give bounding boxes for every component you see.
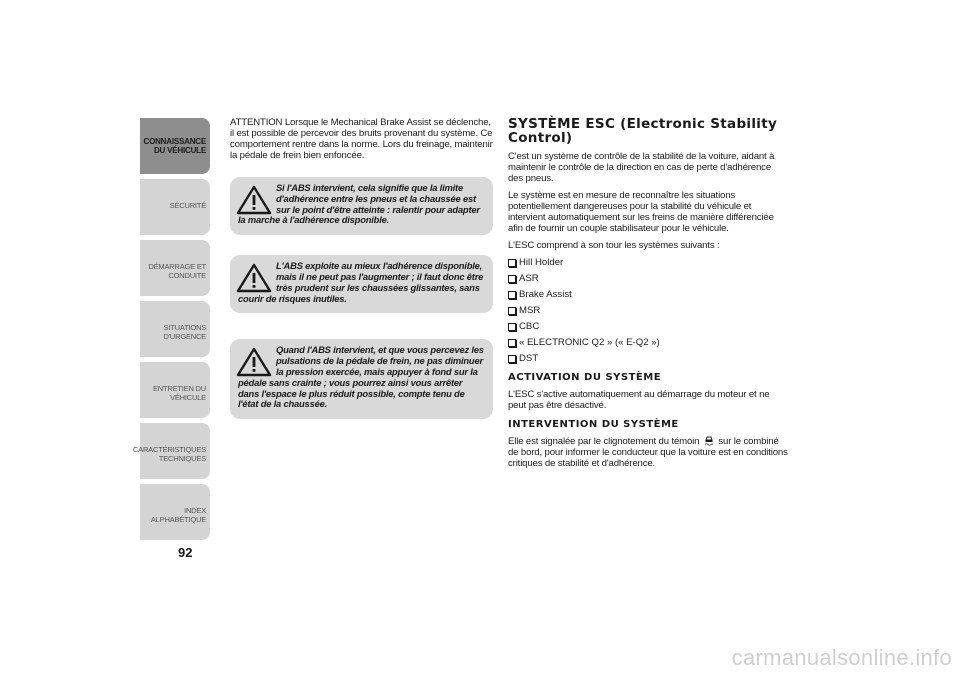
warning-box: [230, 339, 493, 419]
tab-situations-urgence[interactable]: [140, 301, 210, 357]
tab-label: CARACTÉRISTIQUES TECHNIQUES: [132, 445, 206, 463]
checkbox-bullet-icon: [508, 307, 516, 315]
chapter-tabs: [132, 118, 210, 545]
tab-caracteristiques-techniques[interactable]: [132, 423, 210, 479]
tab-label: SITUATIONS D'URGENCE: [163, 323, 206, 341]
checkbox-bullet-icon: [508, 291, 516, 299]
warning-triangle-icon: [236, 263, 272, 293]
section-title: SYSTÈME ESC (Electronic Stability Control): [508, 116, 778, 146]
warning-box: [230, 177, 493, 235]
right-column: [508, 117, 788, 475]
list-item: CBC: [508, 321, 788, 332]
warning-triangle-icon: [236, 185, 272, 215]
esc-systems-intro: L'ESC comprend à son tour les systèmes suivants :: [508, 240, 720, 251]
intervention-paragraph: Elle est signalée par le clignotement du témoin sur le combiné de bord, pour informer le conducteur que la voiture est en conditions critiques de stabilité et d'adhérence.: [508, 436, 788, 469]
left-column: [230, 117, 493, 419]
checkbox-bullet-icon: [508, 275, 516, 283]
list-item: ASR: [508, 273, 788, 284]
warning-text: Si l'ABS intervient, cela signifie que la limite d'adhérence entre les pneus et la chaussée est sur le point d'être atteinte : ralentir pour adapter la marche à l'adhérence disponible.: [238, 182, 480, 226]
warning-text: L'ABS exploite au mieux l'adhérence disponible, mais il ne peut pas l'augmenter ; il faut donc être très prudent sur les chaussées glissantes, sans courir de risques inutiles.: [238, 260, 484, 304]
list-item: MSR: [508, 305, 788, 316]
intervention-heading: INTERVENTION DU SYSTÈME: [508, 419, 679, 430]
tab-entretien-du-vehicule[interactable]: [140, 362, 210, 418]
list-item: Brake Assist: [508, 289, 788, 300]
tab-index-alphabetique[interactable]: [140, 484, 210, 540]
page-number: 92: [178, 545, 193, 560]
attention-paragraph: ATTENTION Lorsque le Mechanical Brake Assist se déclenche, il est possible de percevoir des bruits provenant du système. Ce comportement rentre dans la norme. Lors du freinage, maintenir la pédale de frein bien enfoncée.: [230, 117, 493, 161]
tab-label: CONNAISSANCE DU VÉHICULE: [143, 137, 206, 155]
checkbox-bullet-icon: [508, 355, 516, 363]
tab-connaissance-du-vehicule[interactable]: [140, 118, 210, 174]
warning-triangle-icon: [236, 347, 272, 377]
activation-heading: ACTIVATION DU SYSTÈME: [508, 372, 662, 383]
activation-paragraph: L'ESC s'active automatiquement au démarrage du moteur et ne peut pas être désactivé.: [508, 389, 770, 411]
systems-list: [508, 257, 788, 364]
warning-box: [230, 255, 493, 313]
esc-warning-light-icon: [704, 436, 714, 446]
list-item: Hill Holder: [508, 257, 788, 268]
esc-function: Le système est en mesure de reconnaître les situations potentiellement dangereuses pour la stabilité du véhicule et intervient automatiquement sur les freins de manière différenciée afin de fournir un couple stabilisateur pour le véhicule.: [508, 190, 774, 234]
tab-securite[interactable]: [140, 179, 210, 235]
checkbox-bullet-icon: [508, 259, 516, 267]
tab-label: ENTRETIEN DU VÉHICULE: [152, 384, 206, 402]
checkbox-bullet-icon: [508, 339, 516, 347]
warning-text: Quand l'ABS intervient, et que vous percevez les pulsations de la pédale de frein, ne pas diminuer la pression exercée, mais appuyer à fond sur la pédale sans crainte ; vous pourrez ainsi vous arrêter dans l'espace le plus réduit possible, compte tenu de l'état de la chaussée.: [238, 344, 484, 410]
tab-label: DÉMARRAGE ET CONDUITE: [148, 262, 206, 280]
tab-label: SÉCURITÉ: [169, 201, 206, 210]
site-watermark: carmanualsonline.info: [731, 645, 952, 670]
list-item: « ELECTRONIC Q2 » (« E-Q2 »): [508, 337, 788, 348]
checkbox-bullet-icon: [508, 323, 516, 331]
tab-label: INDEX ALPHABÉTIQUE: [150, 506, 206, 524]
esc-description: C'est un système de contrôle de la stabilité de la voiture, aidant à maintenir le contrôle de la direction en cas de perte d'adhérence des pneus.: [508, 151, 775, 184]
list-item: DST: [508, 353, 788, 364]
tab-demarrage-et-conduite[interactable]: [140, 240, 210, 296]
